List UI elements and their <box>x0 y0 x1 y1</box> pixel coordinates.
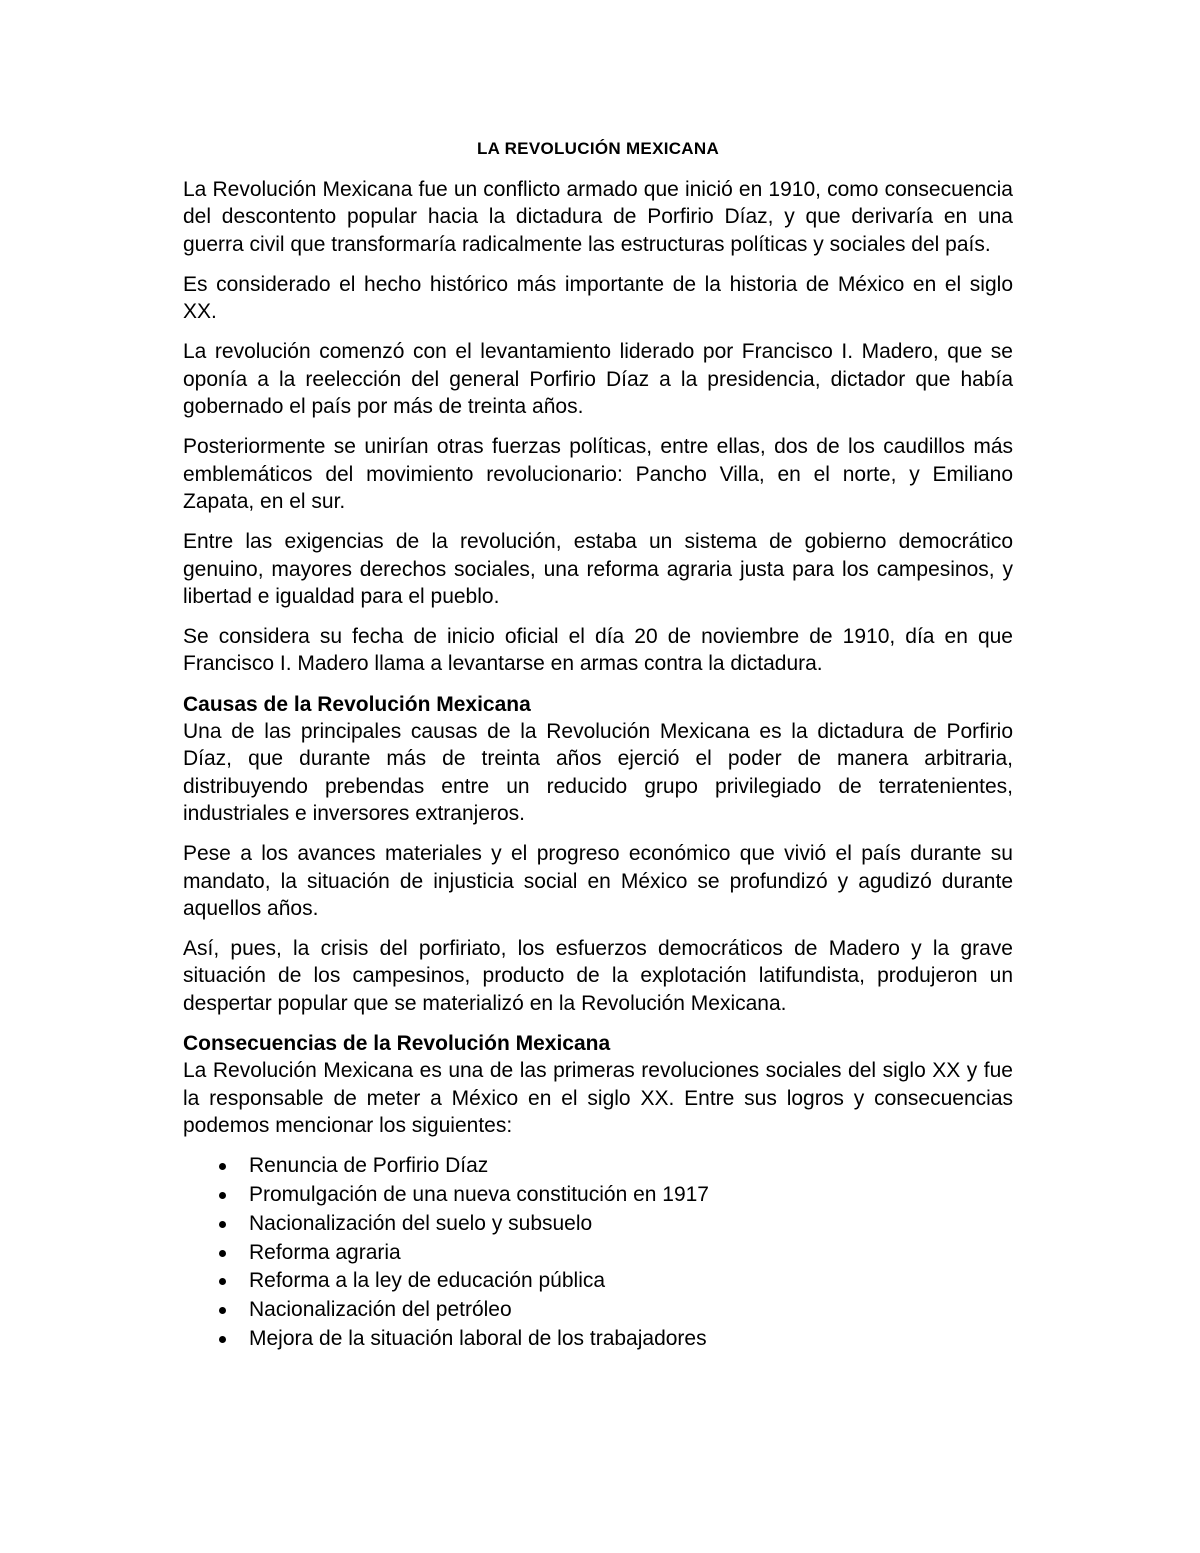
causes-paragraph: Una de las principales causas de la Revolución Mexicana es la dictadura de Porfirio Díaz, que durante más de treinta años ejerció el poder de manera arbitraria, distribuyendo prebendas entre un reducido grupo privilegiado de terratenientes, industriales e inversores extranjeros. <box>183 720 1013 825</box>
list-item <box>183 1152 1013 1181</box>
list-item-text: Promulgación de una nueva constitución en 1917 <box>249 1183 709 1206</box>
list-item <box>183 1239 1013 1268</box>
bullet-icon <box>219 1221 226 1228</box>
list-item <box>183 1210 1013 1239</box>
intro-paragraph: Se considera su fecha de inicio oficial el día 20 de noviembre de 1910, día en que Francisco I. Madero llama a levantarse en armas contra la dictadura. <box>183 625 1013 676</box>
bullet-icon <box>219 1250 226 1257</box>
document-title: LA REVOLUCIÓN MEXICANA <box>476 139 720 158</box>
list-item-text: Reforma a la ley de educación pública <box>249 1269 606 1293</box>
causes-heading: Causas de la Revolución Mexicana <box>183 692 531 716</box>
list-item-text: Nacionalización del suelo y subsuelo <box>249 1211 593 1235</box>
intro-paragraph: Es considerado el hecho histórico más importante de la historia de México en el siglo XX. <box>183 272 1013 324</box>
list-item <box>183 1267 1013 1296</box>
bullet-icon <box>219 1163 226 1170</box>
intro-paragraph: Posteriormente se unirían otras fuerzas políticas, entre ellas, dos de los caudillos más emblemáticos del movimiento revolucionario: Pancho Villa, en el norte, y Emiliano Zapata, en el sur. <box>183 435 1013 513</box>
list-item-text: Nacionalización del petróleo <box>249 1298 512 1322</box>
document-page <box>183 134 1013 1354</box>
list-item <box>183 1325 1013 1354</box>
list-item-text: Renuncia de Porfirio Díaz <box>249 1154 489 1178</box>
list-item-text: Mejora de la situación laboral de los trabajadores <box>249 1326 707 1350</box>
list-item <box>183 1296 1013 1325</box>
consequences-list <box>183 1152 1013 1354</box>
bullet-icon <box>219 1336 226 1343</box>
intro-paragraph: La Revolución Mexicana fue un conflicto armado que inició en 1910, como consecuencia del descontento popular hacia la dictadura de Porfirio Díaz, y que derivaría en una guerra civil que transformaría radicalmente las estructuras políticas y sociales del país. <box>183 178 1013 256</box>
consequences-paragraph: La Revolución Mexicana es una de las primeras revoluciones sociales del siglo XX y fue la responsable de meter a México en el siglo XX. Entre sus logros y consecuencias podemos mencionar los siguientes: <box>183 1059 1013 1137</box>
causes-paragraph: Así, pues, la crisis del porfiriato, los esfuerzos democráticos de Madero y la grave situación de los campesinos, producto de la explotación latifundista, produjeron un despertar popular que se materializó en la Revolución Mexicana. <box>183 937 1013 1015</box>
consequences-heading: Consecuencias de la Revolución Mexicana <box>183 1032 611 1056</box>
bullet-icon <box>219 1307 226 1314</box>
intro-paragraph: Entre las exigencias de la revolución, estaba un sistema de gobierno democrático genuino, mayores derechos sociales, una reforma agraria justa para los campesinos, y libertad e igualdad para el pueblo. <box>183 530 1013 608</box>
list-item-text: Reforma agraria <box>249 1240 401 1264</box>
bullet-icon <box>219 1278 226 1285</box>
causes-paragraph: Pese a los avances materiales y el progreso económico que vivió el país durante su mandato, la situación de injusticia social en México se profundizó y agudizó durante aquellos años. <box>183 842 1013 920</box>
bullet-icon <box>219 1192 226 1199</box>
intro-paragraph: La revolución comenzó con el levantamiento liderado por Francisco I. Madero, que se oponía a la reelección del general Porfirio Díaz a la presidencia, dictador que había gobernado el país por más de treinta años. <box>183 340 1013 419</box>
list-item <box>183 1181 1013 1210</box>
